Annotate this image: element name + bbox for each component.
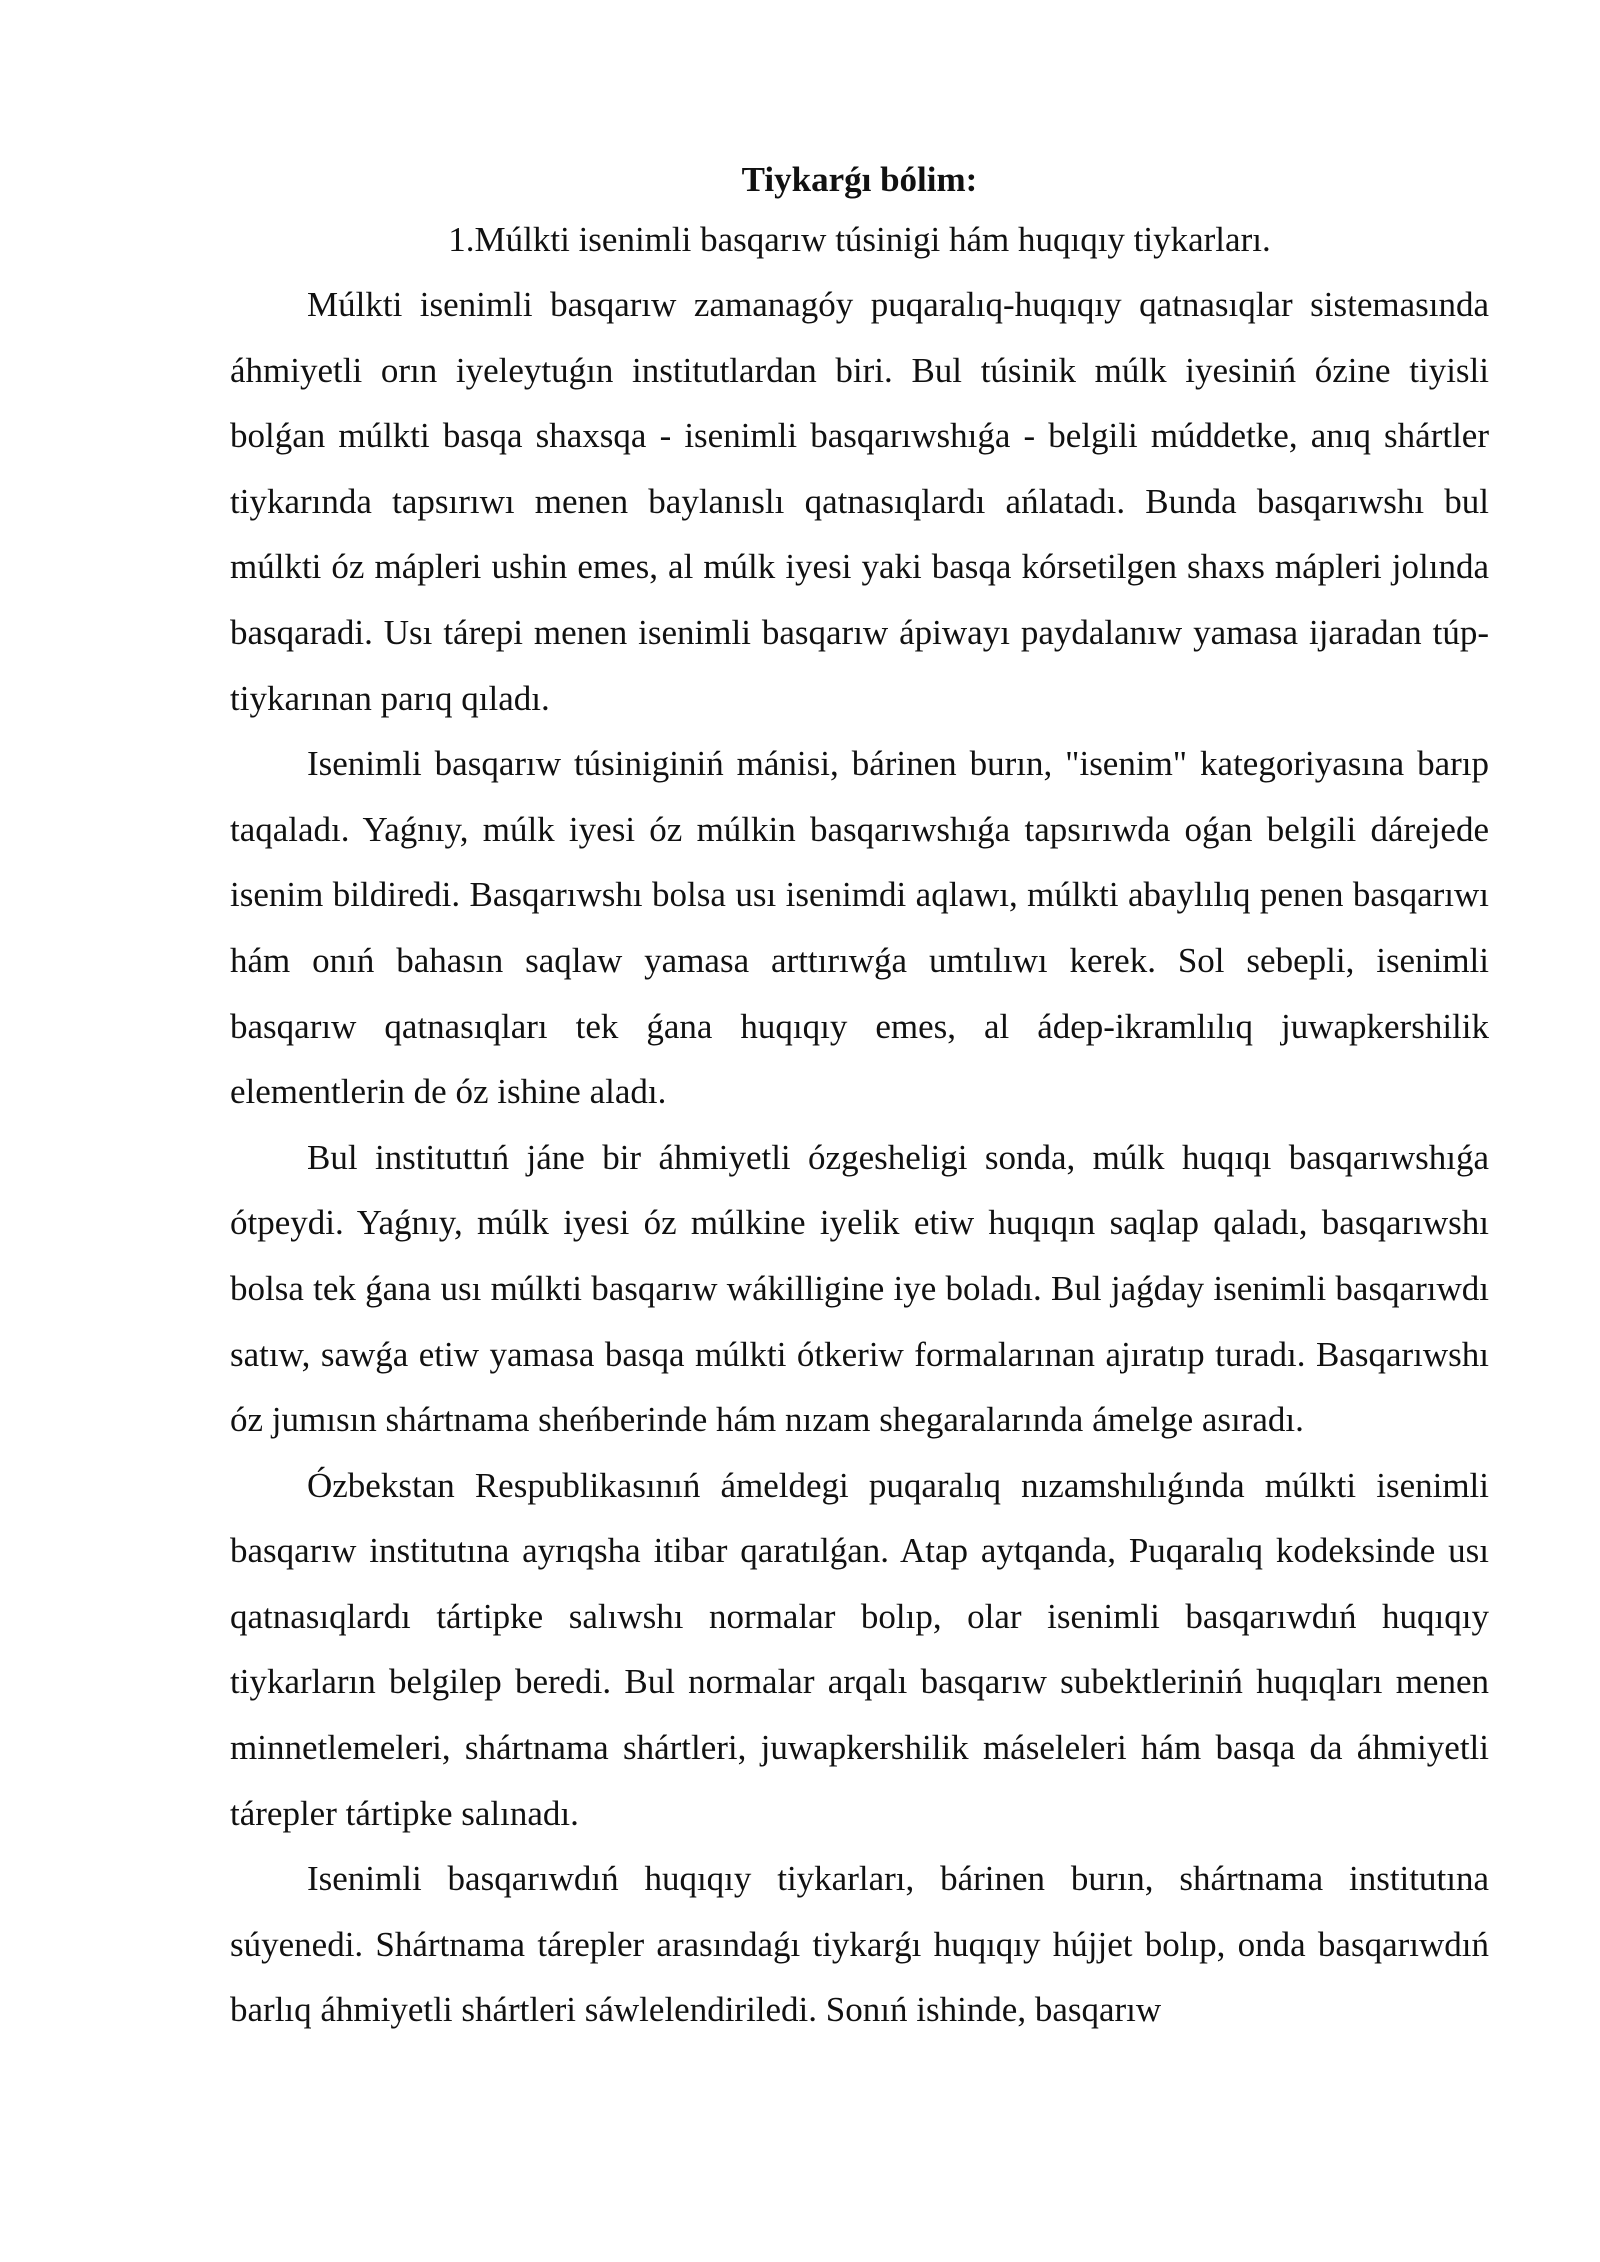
paragraph: Múlkti isenimli basqarıw zamanagóy puqaralıq-huqıqıy qatnasıqlar sistemasında áhmiyetli orın iyeleytuǵın institutlardan biri. Bul túsinik múlk iyesiniń ózine tiyisli bolǵan múlkti basqa shaxsqa - isenimli basqarıwshıǵa - belgili múddetke, anıq shártler tiykarında tapsırıwı menen baylanıslı qatnasıqlardı ańlatadı. Bunda basqarıwshı bul múlkti óz mápleri ushin emes, al múlk iyesi yaki basqa kórsetilgen shaxs mápleri jolında basqaradi. Usı tárepi menen isenimli basqarıw ápiwayı paydalanıw yamasa ijaradan túp-tiykarınan parıq qıladı. <box>230 285 1489 718</box>
paragraph: Ózbekstan Respublikasınıń ámeldegi puqaralıq nızamshılıǵında múlkti isenimli basqarıw institutına ayrıqsha itibar qaratılǵan. Atap aytqanda, Puqaralıq kodeksinde usı qatnasıqlardı tártipke salıwshı normalar bolıp, olar isenimli basqarıwdıń huqıqıy tiykarların belgilep beredi. Bul normalar arqalı basqarıw subektleriniń huqıqları menen minnetlemeleri, shártnama shártleri, juwapkershilik máseleleri hám basqa da áhmiyetli tárepler tártipke salınadı. <box>230 1465 1489 1833</box>
paragraph: Bul instituttıń jáne bir áhmiyetli ózgesheligi sonda, múlk huqıqı basqarıwshıǵa ótpeydi. Yaǵnıy, múlk iyesi óz múlkine iyelik etiw huqıqın saqlap qaladı, basqarıwshı bolsa tek ǵana usı múlkti basqarıw wákilligine iye boladı. Bul jaǵday isenimli basqarıwdı satıw, sawǵa etiw yamasa basqa múlkti ótkeriw formalarınan ajıratıp turadı. Basqarıwshı óz jumısın shártnama sheńberinde hám nızam shegaralarında ámelge asıradı. <box>230 1137 1489 1440</box>
paragraph: Isenimli basqarıw túsiniginiń mánisi, bárinen burın, "isenim" kategoriyasına barıp taqaladı. Yaǵnıy, múlk iyesi óz múlkin basqarıwshıǵa tapsırıwda oǵan belgili dárejede isenim bildiredi. Basqarıwshı bolsa usı isenimdi aqlawı, múlkti abaylılıq penen basqarıwı hám onıń bahasın saqlaw yamasa arttırıwǵa umtılıwı kerek. Sol sebepli, isenimli basqarıw qatnasıqları tek ǵana huqıqıy emes, al ádep-ikramlılıq juwapkershilik elementlerin de óz ishine aladı. <box>230 744 1489 1112</box>
section-subheading: 1.Múlkti isenimli basqarıw túsinigi hám huqıqıy tiykarları. <box>448 220 1271 259</box>
paragraph: Isenimli basqarıwdıń huqıqıy tiykarları, bárinen burın, shártnama institutına súyenedi. Shártnama tárepler arasındaǵı tiykarǵı huqıqıy hújjet bolıp, onda basqarıwdıń barlıq áhmiyetli shártleri sáwlelendiriledi. Sonıń ishinde, basqarıw <box>230 1859 1489 2030</box>
section-heading: Tiykarǵı bólim: <box>741 160 978 199</box>
document-body <box>230 272 1489 2043</box>
